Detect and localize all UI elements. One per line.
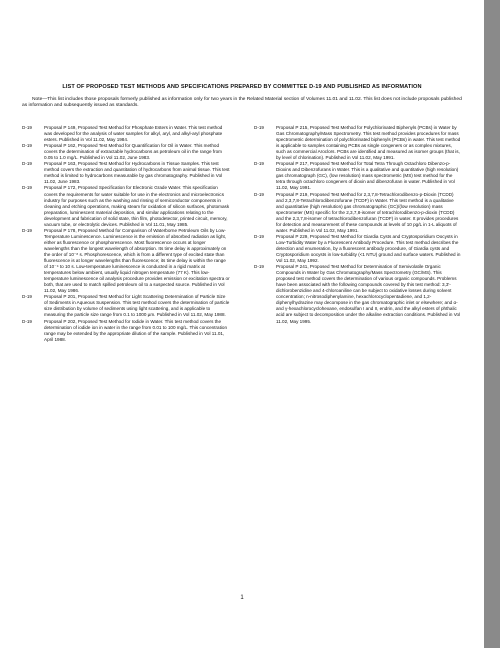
entry-text: Proposal P 202, Proposed Test Method for Iodide in Water. This test method covers the determination of iodide ion in water in the range from 0.01 to 100 mg/L. This concentration range may be extended by the appropriate dilution of the sample. Published in Vol 11.01, April 1988. (44, 318, 228, 342)
committee-code: D-19 (254, 125, 264, 130)
list-item (254, 161, 462, 191)
committee-code: D-19 (254, 161, 264, 167)
committee-code: D-19 (22, 318, 32, 324)
committee-code: D-19 (22, 227, 32, 233)
entry-text: Proposal P 201, Proposed Test Method for Light Scattering Determination of Particle Size of Sediments in Aqueous Suspension. This test method covers the determination of particle size distribution by volume of sediments using light scattering, and is applicable to measuring the particle size range from 0.1 to 1000 µm. Published in Vol 11.02, May 1988. (44, 294, 230, 318)
committee-code: D-19 (254, 264, 264, 270)
entry-text: Proposal P 162, Proposed Test Method for Quantification for Oil in Water. This method covers the determination of extractable hydrocarbons as petroleum oil in the range from 0.05 to 1.0 mg/L. Published in Vol 11.02, June 1983. (44, 143, 222, 161)
list-item (22, 319, 230, 343)
committee-code: D-19 (22, 143, 32, 149)
list-item (22, 294, 230, 318)
document-note (22, 97, 462, 110)
entry-text: Proposal P 178, Proposed Method for Comparison of Waterborne Petroleum Oils by Low-Temperature Luminescence. Luminescence is the emission of absorbed radiation as light, either as fluorescence or phosphorescence. Most fluorescence occurs at longer wavelengths than the longest wavelength of absorption. Its time delay is approximately on the order of 10⁻⁸ s. Phosphorescence, which is from a different type of excited state than fluorescence is at longer wavelengths than fluorescence; its time delay is within the range of 10⁻⁴ to 10 s. Low-temperature luminescence is conducted in a rigid matrix at temperatures below ambient, usually liquid nitrogen temperature (77 K). This low-temperature luminescence oil analysis procedure provides emission or excitation spectra or both, that are used to match spilled petroleum oil to a suspected source. Published in Vol 11.02, May 1986. (44, 227, 230, 294)
page-edge-bar (484, 0, 500, 648)
list-item (22, 125, 230, 143)
right-column (254, 125, 462, 325)
page-number: 1 (240, 595, 244, 601)
entry-text: Proposal P 172, Proposed Specification for Electronic Grade Water. This specification covers the requirements for water suitable for use in the electronics and microelectronics industry for purposes such as the washing and rinsing of semiconductor components in cleaning and etching operations, making steam for oxidation of silicon surfaces, photomask preparation, luminescent material deposition, and similar applications relating to the development and fabrication of solid state, thin film, photodetector, printed circuit, memory, vacuum tube, or electrolytic devices. Published in Vol 11.01, May 1985. (44, 185, 230, 227)
committee-code: D-19 (22, 125, 32, 130)
entry-text: Proposal P 229, Proposed Test Method for Giardia Cysts and Cryptosporidium Oocysts in Low-Turbidity Water by a Fluorescent Antibody Procedure. This test method describes the detection and enumeration, by a fluorescent antibody procedure, of Giardia cysts and Cryptosporidium oocysts in low-turbidity (<1 NTU) ground and surface waters. Published in Vol 11.02, May 1992. (276, 233, 461, 264)
committee-code: D-19 (254, 233, 264, 239)
document-page (22, 0, 462, 648)
committee-code: D-19 (254, 191, 264, 197)
entry-text: Proposal P 163, Proposed Test Method for Hydrocarbons in Tissue Samples. This test method covers the extraction and quantitation of hydrocarbons from animal tissue. This test method is limited to hydrocarbons measurable by gas chromatography. Published in Vol 11.02, June 1983. (44, 161, 230, 185)
list-item (254, 192, 462, 234)
committee-code: D-19 (22, 161, 32, 167)
entry-text: Proposal P 149, Proposed Test Method for Phosphate Esters in Water. This test method was developed for the analysis of water samples for alkyl, aryl, and alkyl-aryl phosphate esters. Published in Vol 11.02, May 1984. (44, 125, 223, 143)
list-item (254, 125, 462, 161)
committee-code: D-19 (22, 185, 32, 191)
list-item (22, 185, 230, 227)
list-item (22, 161, 230, 185)
entry-text: Proposal P 217, Proposed Test Method for Total Tetra Through Octachloro Dibenzo-p-Dioxins and Dibenzofurans in Water. This is a qualitative and quantitative (high resolution) gas chromatograph (GC), (low resolution) mass spectrometric (MS) test method for the tetra through octachloro congeners of dioxin and dibenzofuran in water. Published in Vol 11.02, May 1991. (276, 161, 459, 191)
document-title: LIST OF PROPOSED TEST METHODS AND SPECIFICATIONS PREPARED BY COMMITTEE D-19 AND PUBLISHED AS INFORMATION (62, 84, 422, 90)
entry-text: Proposal P 241, Proposed Test Method for Determination of Semivolatile Organic Compounds in Water by Gas Chromatography/Mass Spectrometry (GC/MS). This proposed test method covers the determination of various organic compounds. Problems have been associated with the following compounds covered by this test method: 3,3′-dichlorobenzidine and 4-chloroaniline can be subject to oxidative losses during solvent concentration; n-nitrosodiphenylamine, hexachlorocyclopentadiene, and 1,2-diphenylhydrazine may decompose in the gas chromatographic inlet or elsewhere; and α- and γ-hexachlorocyclohexane, endosulfan I and II, endrin, and the alkyl esters of phthalic acid are subject to decomposition under the alkaline extraction conditions. Published in Vol 11.02, May 1995. (276, 264, 461, 324)
list-item (254, 264, 462, 324)
entry-text: Proposal P 219, Proposed Test Method for 2,3,7,8-Tetrachlorodibenzo-p-Dioxin (TCDD) and 2,3,7,8-Tetrachlorodibenzofurane (TCDF) in Water. This test method is a qualitative and quantitative (high resolution) gas chromatographic (GC)/(low resolution) mass spectrometer (MS) specific for the 2,3,7,8-isomer of tetrachlorodibenzo-p-dioxin (TCDD) and the 2,3,7,8-isomer of tetrachlorodibenzofuran (TCDF) in water. It provides procedures for detection and measurement of these compounds at levels of 10 pg/L in 1-L aliquots of water. Published in Vol 11.02, May 1991. (276, 191, 459, 233)
list-item (22, 143, 230, 161)
committee-code: D-19 (22, 294, 32, 300)
entry-text: Proposal P 215, Proposed Test Method for Polychlorinated Biphenyls (PCBs) in Water by Gas Chromatography/Mass Spectrometry. This test method provides procedures for mass spectrometric determination of polychlorinated biphenyls (PCBs) in water. This test method is applicable to samples containing PCBs as single congeners or as complex mixtures, such as commercial Aroclors. PCBs are identified and measured as isomer groups (that is, by level of chlorination). Published in Vol 11.02, May 1991. (276, 125, 461, 161)
list-item (254, 234, 462, 264)
list-item (22, 228, 230, 295)
left-column (22, 125, 230, 343)
note-text: Note—This list includes those proposals formerly published as information only for two years in the Related Material section of Volumes 11.01 and 11.02. This list does not include proposals published as information and subsequently issued as standards. (22, 97, 462, 109)
